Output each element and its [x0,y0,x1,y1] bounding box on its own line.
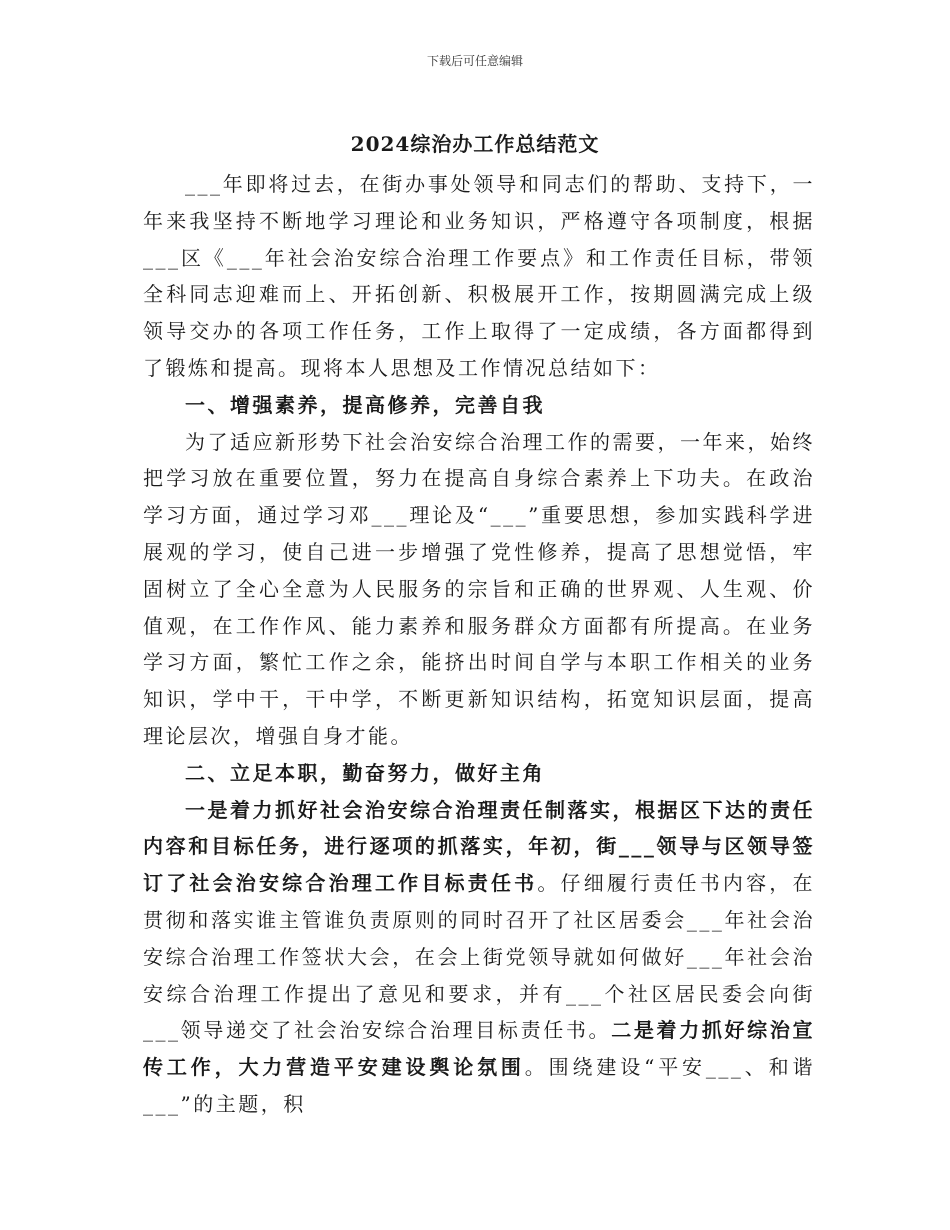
paragraph-1: 为了适应新形势下社会治安综合治理工作的需要，一年来，始终把学习放在重要位置，努力在提高自身综合素养上下功夫。在政治学习方面，通过学习邓___理论及“___”重要思想，参加实践科学进展观的学习，使自己进一步增强了党性修养，提高了思想觉悟，牢固树立了全心全意为人民服务的宗旨和正确的世界观、人生观、价值观，在工作作风、能力素养和服务群众方面都有所提高。在业务学习方面，繁忙工作之余，能挤出时间自学与本职工作相关的业务知识，学中干，干中学，不断更新知识结构，拓宽知识层面，提高理论层次，增强自身才能。 [143,429,815,748]
document-body [143,166,815,1123]
document-title: 2024综治办工作总结范文 [350,132,600,156]
paragraph-2 [143,792,815,1123]
paragraph-2-text-2: 。围绕建设“平安___、和谐___”的主题，积 [143,1055,816,1116]
section-heading-1: 一、增强素养，提高修养，完善自我 [185,392,545,417]
paragraph-2-text-1: 。仔细履行责任书内容，在贯彻和落实谁主管谁负责原则的同时召开了社区居委会___年社会治安综合治理工作签状大会，在会上街党领导就如何做好___年社会治安综合治理工作提出了意见和要求，并有___个社区居民委会向街___领导递交了社会治安综合治理目标责任书。 [143,871,816,1043]
section-heading-2: 二、立足本职，勤奋努力，做好主角 [185,760,545,785]
paragraph-2-bold-1: 一是着力抓好社会治安综合治理责任制落实，根据区下达的责任内容和目标任务，进行逐项的抓落实，年初，街___领导与区领导签订了社会治安综合治理工作目标责任书 [143,797,815,896]
header-note: 下载后可任意编辑 [426,54,523,68]
paragraph-2-bold-2: 二是着力抓好综治宣传工作，大力营造平安建设舆论氛围 [143,1018,816,1080]
intro-paragraph: ___年即将过去，在街办事处领导和同志们的帮助、支持下，一年来我坚持不断地学习理论和业务知识，严格遵守各项制度，根据___区《___年社会治安综合治理工作要点》和工作责任目标，带领全科同志迎难而上、开拓创新、积极展开工作，按期圆满完成上级领导交办的各项工作任务，工作上取得了一定成绩，各方面都得到了锻炼和提高。现将本人思想及工作情况总结如下： [143,172,815,380]
